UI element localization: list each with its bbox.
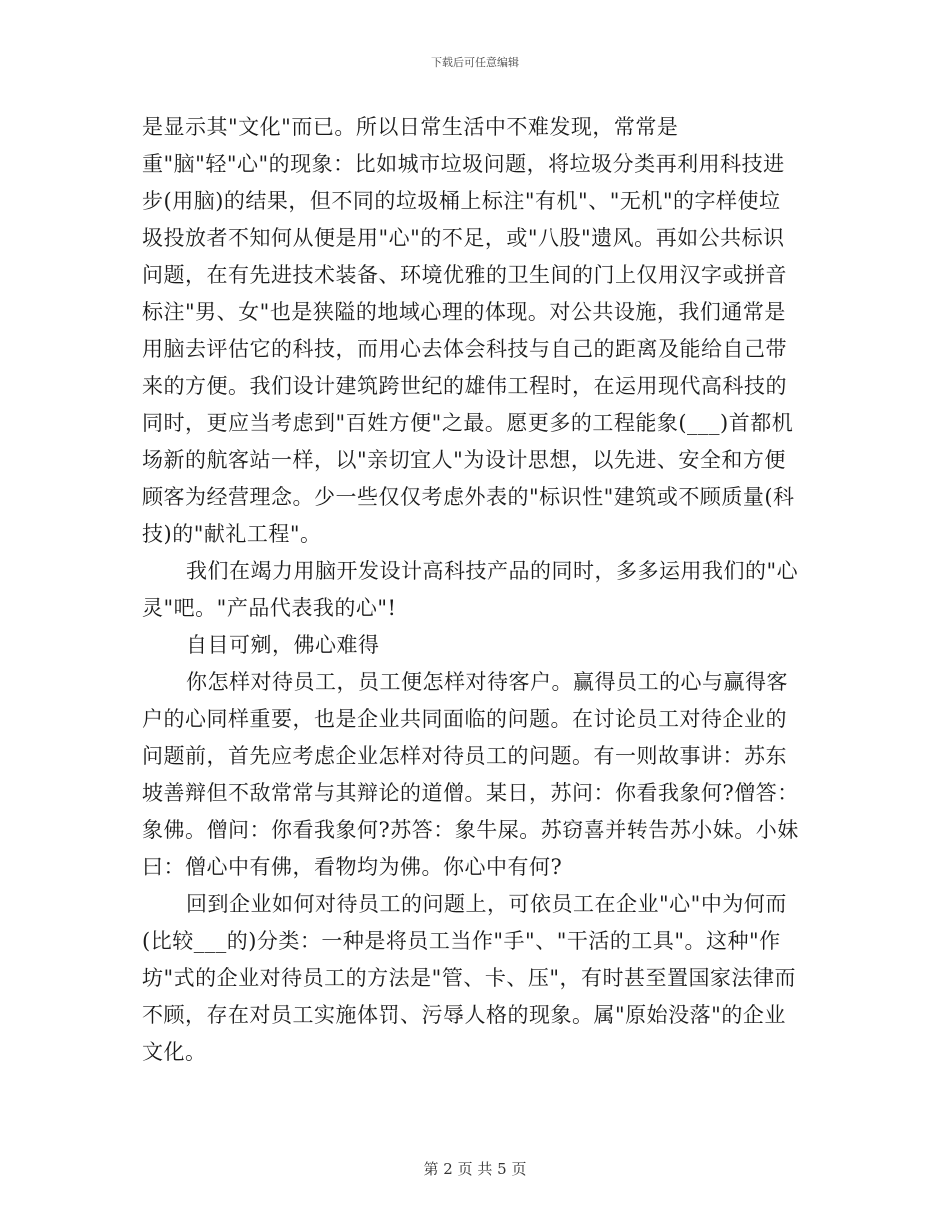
text-line: 圾投放者不知何从便是用"心"的不足，或"八股"遗风。再如公共标识 [142, 226, 785, 250]
text-line: 问题前，首先应考虑企业怎样对待员工的问题。有一则故事讲：苏东 [142, 744, 787, 768]
text-line: 回到企业如何对待员工的问题上，可依员工在企业"心"中为何而 [186, 892, 787, 916]
text-line: 文化。 [142, 1040, 207, 1064]
text-line: 顾客为经营理念。少一些仅仅考虑外表的"标识性"建筑或不顾质量(科 [142, 485, 795, 509]
text-line: (比较___的)分类：一种是将员工当作"手"、"干活的工具"。这种"作 [142, 929, 781, 953]
page-header: 下载后可任意编辑 [431, 56, 519, 69]
page-number: 第 2 页 共 5 页 [423, 1160, 527, 1178]
text-line: 不顾，存在对员工实施体罚、污辱人格的现象。属"原始没落"的企业 [142, 1003, 786, 1027]
section-heading: 自目可剜，佛心难得 [186, 633, 380, 657]
text-line: 同时，更应当考虑到"百姓方便"之最。愿更多的工程能象(___)首都机 [142, 411, 794, 435]
text-line: 户的心同样重要，也是企业共同面临的问题。在讨论员工对待企业的 [142, 707, 787, 731]
text-line: 用脑去评估它的科技，而用心去体会科技与自己的距离及能给自己带 [142, 337, 787, 361]
text-line: 坡善辩但不敌常常与其辩论的道僧。某日，苏问：你看我象何?僧答： [142, 781, 799, 805]
text-line: 重"脑"轻"心"的现象：比如城市垃圾问题，将垃圾分类再利用科技进 [142, 152, 785, 176]
text-line: 标注"男、女"也是狭隘的地域心理的体现。对公共设施，我们通常是 [142, 300, 786, 324]
text-line: 你怎样对待员工，员工便怎样对待客户。赢得员工的心与赢得客 [186, 670, 788, 694]
text-line: 场新的航客站一样，以"亲切宜人"为设计思想，以先进、安全和方便 [142, 448, 786, 472]
document-body [142, 109, 810, 1071]
text-line: 技)的"献礼工程"。 [142, 522, 322, 546]
text-line: 象佛。僧问：你看我象何?苏答：象牛屎。苏窃喜并转告苏小妹。小妹 [142, 818, 799, 842]
text-line: 是显示其"文化"而已。所以日常生活中不难发现，常常是 [142, 115, 679, 139]
text-line: 步(用脑)的结果，但不同的垃圾桶上标注"有机"、"无机"的字样使垃 [142, 189, 781, 213]
text-line: 坊"式的企业对待员工的方法是"管、卡、压"，有时甚至置国家法律而 [142, 966, 796, 990]
text-line: 问题，在有先进技术装备、环境优雅的卫生间的门上仅用汉字或拼音 [142, 263, 787, 287]
text-line: 来的方便。我们设计建筑跨世纪的雄伟工程时，在运用现代高科技的 [142, 374, 787, 398]
text-line: 灵"吧。"产品代表我的心"! [142, 596, 397, 620]
text-line: 我们在竭力用脑开发设计高科技产品的同时，多多运用我们的"心 [186, 559, 799, 583]
text-line: 曰：僧心中有佛，看物均为佛。你心中有何? [142, 855, 563, 879]
